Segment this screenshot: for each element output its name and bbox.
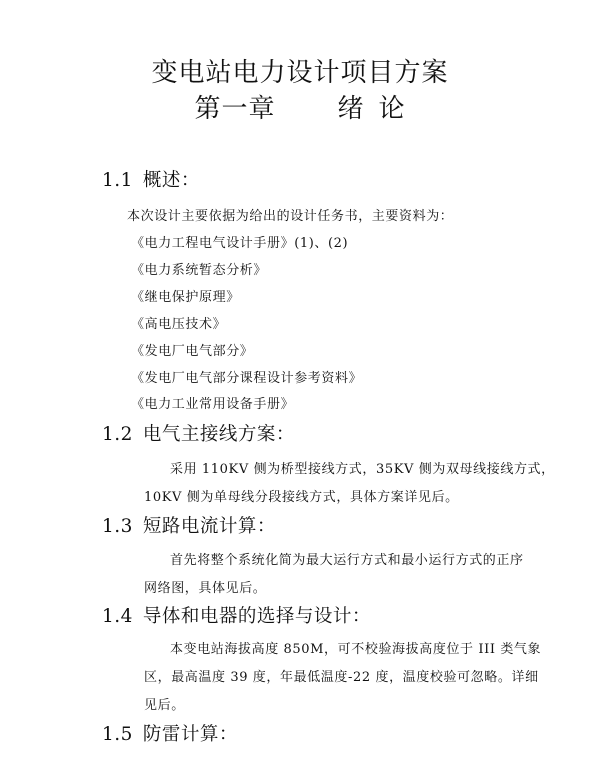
section-title: 概述： (142, 170, 200, 191)
section-heading-1-1 (102, 166, 200, 192)
section-number: 1.5 (102, 724, 133, 745)
paragraph-line: 首先将整个系统化简为最大运行方式和最小运行方式的正序 (170, 553, 524, 568)
section-number: 1.4 (102, 606, 133, 627)
reference-item: 《高电压技术》 (131, 317, 227, 332)
section-intro: 本次设计主要依据为给出的设计任务书，主要资料为： (127, 209, 454, 224)
reference-item: 《继电保护原理》 (131, 290, 240, 305)
section-number: 1.2 (102, 424, 133, 445)
section-title: 电气主接线方案： (142, 424, 295, 445)
section-title: 防雷计算： (142, 724, 238, 745)
reference-item: 《电力工程电气设计手册》(1)、(2) (131, 236, 349, 251)
chapter-prefix: 第一章 (194, 94, 276, 124)
section-heading-1-3 (102, 512, 276, 538)
paragraph-line: 本变电站海拔高度 850M，可不校验海拔高度位于 III 类气象 (170, 642, 542, 657)
paragraph-line: 见后。 (144, 698, 185, 713)
chapter-name-char-2: 论 (378, 94, 406, 124)
section-heading-1-5 (102, 720, 238, 746)
chapter-title (0, 88, 600, 125)
chapter-name-char-1: 绪 (337, 94, 365, 124)
section-heading-1-2 (102, 420, 295, 446)
paragraph-line: 10KV 侧为单母线分段接线方式，具体方案详见后。 (144, 490, 459, 505)
section-title: 导体和电器的选择与设计： (142, 606, 371, 627)
reference-item: 《电力工业常用设备手册》 (131, 397, 295, 412)
reference-item: 《发电厂电气部分课程设计参考资料》 (131, 371, 363, 386)
reference-item: 《发电厂电气部分》 (131, 344, 254, 359)
document-title: 变电站电力设计项目方案 (151, 58, 449, 88)
section-number: 1.1 (102, 170, 133, 191)
paragraph-line: 采用 110KV 侧为桥型接线方式，35KV 侧为双母线接线方式， (170, 462, 555, 477)
section-title: 短路电流计算： (142, 516, 276, 537)
reference-item: 《电力系统暂态分析》 (131, 263, 268, 278)
paragraph-line: 网络图，具体见后。 (144, 581, 267, 596)
paragraph-line: 区，最高温度 39 度，年最低温度-22 度，温度校验可忽略。详细 (144, 670, 539, 685)
section-number: 1.3 (102, 516, 133, 537)
section-heading-1-4 (102, 602, 371, 628)
